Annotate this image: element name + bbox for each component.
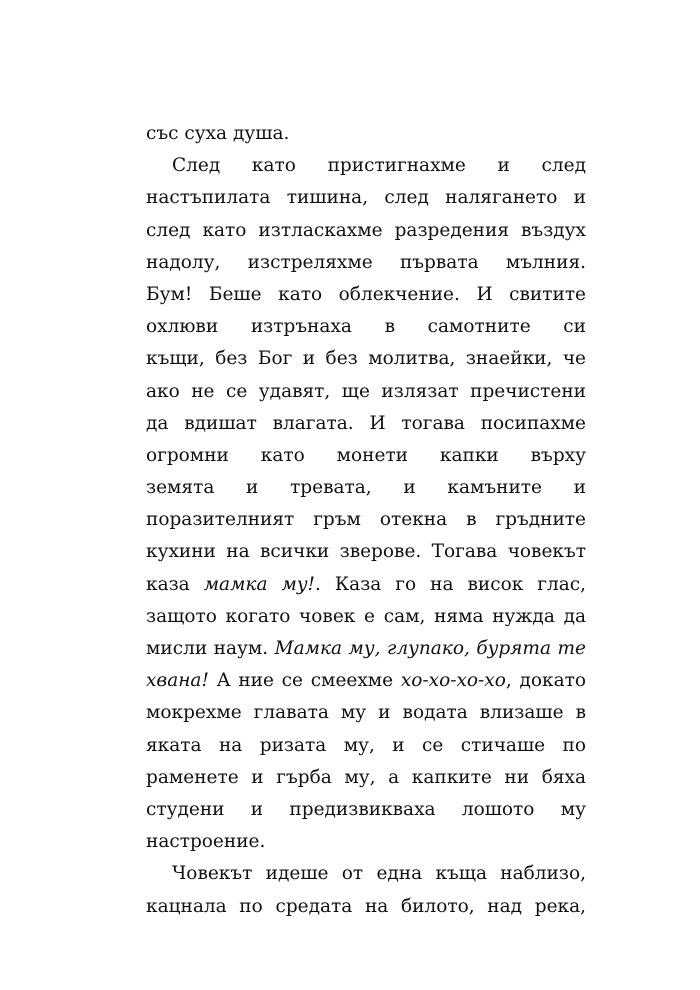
text-run: раменете и гърба му, а капките ни бяха — [146, 766, 586, 788]
text-run: мисли наум. — [146, 638, 275, 659]
text-run: А ние се смеехме — [208, 670, 401, 692]
text-run: След като пристигнахме и след — [172, 155, 586, 177]
text-run: след като изтласкахме разредения въздух — [146, 219, 586, 241]
text-line — [146, 697, 586, 729]
text-run: охлюви изтрънаха в самотните си — [146, 316, 586, 338]
text-run: ако не се удавят, ще излязат пречистени — [146, 380, 586, 402]
text-run: . Каза го на висок глас, — [314, 573, 586, 595]
text-line — [146, 247, 586, 279]
text-line — [146, 858, 586, 890]
text-run: да вдишат влагата. И тогава посипахме — [146, 412, 586, 434]
text-run: надолу, изстреляхме първата мълния. — [146, 251, 586, 273]
text-run: студени и предизвикваха лошото му — [146, 798, 586, 820]
text-line — [146, 536, 586, 568]
text-run: настъпилата тишина, след налягането и — [146, 187, 586, 209]
text-run: Бум! Беше като облекчение. И свитите — [146, 283, 586, 305]
text-line — [146, 440, 586, 472]
text-run: кацнала по средата на билото, над река, — [146, 895, 586, 917]
text-line — [146, 826, 586, 858]
text-run: поразителният гръм отекна в гръдните — [146, 509, 586, 531]
body-text — [146, 118, 586, 923]
text-run: защото когато човек е сам, няма нужда да — [146, 605, 586, 627]
text-run: мокрехме главата му и водата влизаше в — [146, 702, 586, 724]
text-run: , докато — [505, 670, 586, 692]
text-line — [146, 311, 586, 343]
text-line — [146, 472, 586, 504]
text-line — [146, 569, 586, 601]
text-line — [146, 150, 586, 182]
text-run: Човекът идеше от една къща наблизо, — [172, 863, 586, 885]
text-line — [146, 794, 586, 826]
text-line — [146, 376, 586, 408]
text-line — [146, 215, 586, 247]
text-run: яката на ризата му, и се стичаше по — [146, 734, 586, 756]
text-run: земята и тревата, и камъните и — [146, 477, 586, 499]
italic-text: хвана! — [146, 670, 209, 692]
text-run: каза — [146, 573, 204, 595]
text-run: кухини на всички зверове. Тогава човекът — [146, 541, 586, 563]
text-line — [146, 408, 586, 440]
text-line — [146, 601, 586, 633]
text-line — [146, 279, 586, 311]
text-line — [146, 343, 586, 375]
text-line — [146, 762, 586, 794]
italic-text: хо-хо-хо-хо — [400, 670, 506, 692]
text-line — [146, 730, 586, 762]
text-line — [146, 891, 586, 923]
text-run: настроение. — [146, 831, 266, 853]
text-run: къщи, без Бог и без молитва, знаейки, че — [146, 348, 586, 370]
text-line — [146, 182, 586, 214]
text-line — [146, 633, 586, 665]
text-line — [146, 118, 586, 150]
text-line — [146, 665, 586, 697]
text-run: със суха душа. — [146, 123, 290, 144]
text-run: огромни като монети капки върху — [146, 444, 586, 466]
text-line — [146, 504, 586, 536]
italic-text: мамка му! — [203, 573, 315, 595]
italic-text: Мамка му, глупако, бурята те — [274, 638, 586, 659]
